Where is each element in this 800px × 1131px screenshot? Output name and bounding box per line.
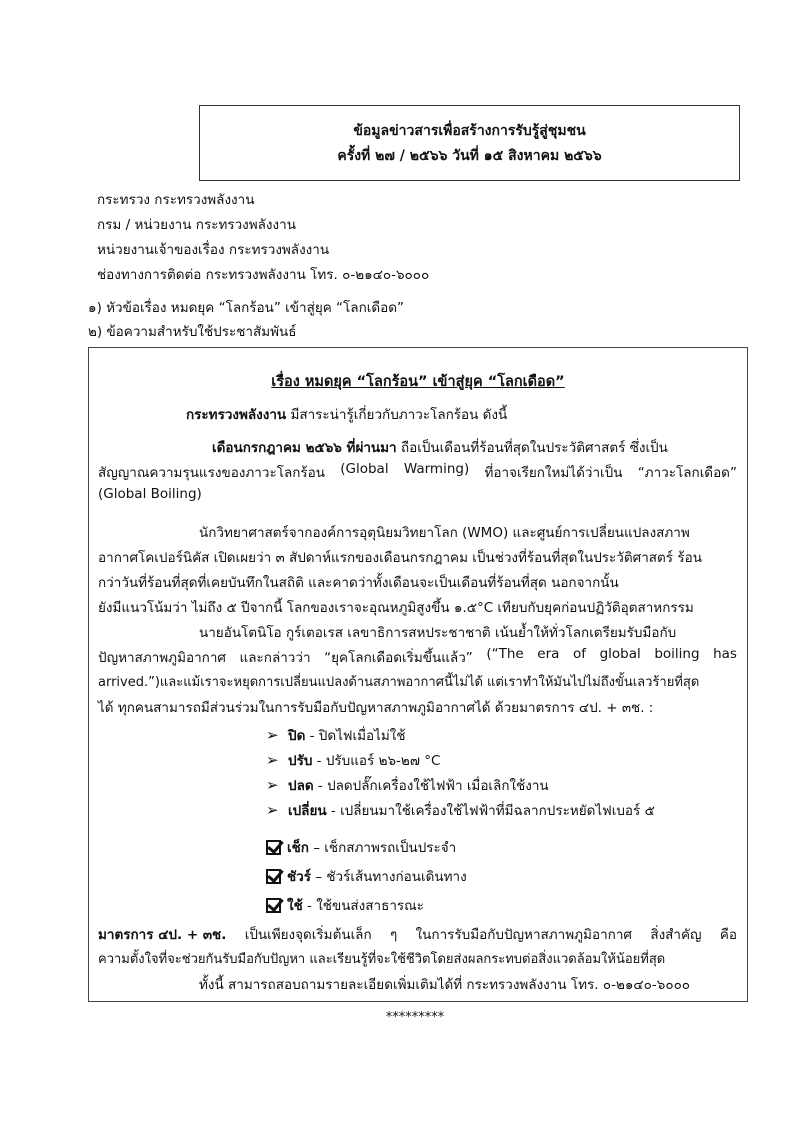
measure-p-item: ➢ เปลี่ยน - เปลี่ยนมาใช้เครื่องใช้ไฟฟ้าที่มีฉลากประหยัดไฟเบอร์ ๕ xyxy=(266,801,655,819)
p3-line4: ได้ ทุกคนสามารถมีส่วนร่วมในการรับมือกับปัญหาสภาพภูมิอากาศได้ ด้วยมาตรการ ๔ป. + ๓ช. : xyxy=(98,700,654,716)
p1-line2: สัญญาณความรุนแรงของภาวะโลกร้อน (Global Warming) ที่อาจเรียกใหม่ได้ว่าเป็น “ภาวะโลกเดือด” xyxy=(98,461,737,481)
p2-line4: ยังมีแนวโน้มว่า ไม่ถึง ๕ ปีจากนี้ โลกของเราจะอุณหภูมิสูงขึ้น ๑.๕°C เทียบกับยุคก่อนปฏิวัติอุตสาหกรรม xyxy=(98,600,694,616)
article-box xyxy=(88,347,748,1002)
measure-p-item: ➢ ปิด - ปิดไฟเมื่อไม่ใช้ xyxy=(266,726,406,744)
document-header-box xyxy=(199,105,740,181)
measure-p-item: ➢ ปลด - ปลดปลั๊กเครื่องใช้ไฟฟ้า เมื่อเลิกใช้งาน xyxy=(266,776,549,794)
meta-department: กรม / หน่วยงาน กระทรวงพลังงาน xyxy=(97,217,296,233)
measure-ch-item: ใช้ - ใช้ขนส่งสาธารณะ xyxy=(266,894,424,916)
arrow-bullet-icon: ➢ xyxy=(266,776,279,794)
article-intro xyxy=(186,403,507,425)
meta-topic: ๑) หัวข้อเรื่อง หมดยุค “โลกร้อน” เข้าสู่ยุค “โลกเดือด” xyxy=(88,300,404,316)
meta-pr: ๒) ข้อความสำหรับใช้ประชาสัมพันธ์ xyxy=(88,324,297,340)
conclusion-line2: ความตั้งใจที่จะช่วยกันรับมือกับปัญหา และเรียนรู้ที่จะใช้ชีวิตโดยส่งผลกระทบต่อสิ่งแวดล้อมให้น้อยที่สุด xyxy=(98,952,666,967)
measure-ch-item: ชัวร์ – ชัวร์เส้นทางก่อนเดินทาง xyxy=(266,865,467,887)
p3-line3: arrived.”)และแม้เราจะหยุดการเปลี่ยนแปลงด้านสภาพอากาศนี้ไม่ได้ แต่เราทำให้มันไปไม่ถึงขั้นเลวร้ายที่สุด xyxy=(98,675,700,690)
conclusion-line1: มาตรการ ๔ป. + ๓ช. เป็นเพียงจุดเริ่มต้นเล็ก ๆ ในการรับมือกับปัญหาสภาพภูมิอากาศ สิ่งสำคัญ คือ xyxy=(98,927,737,943)
p1-lead: เดือนกรกฎาคม ๒๕๖๖ ที่ผ่านมา xyxy=(212,440,397,456)
arrow-bullet-icon: ➢ xyxy=(266,751,279,769)
end-marker: ********* xyxy=(385,1010,445,1025)
p3-line1: นายอันโตนิโอ กูร์เตอเรส เลขาธิการสหประชาชาติ เน้นย้ำให้ทั่วโลกเตรียมรับมือกับ xyxy=(199,625,677,641)
intro-rest: มีสาระน่ารู้เกี่ยวกับภาวะโลกร้อน ดังนี้ xyxy=(286,407,508,423)
header-title: ข้อมูลข่าวสารเพื่อสร้างการรับรู้สู่ชุมชน xyxy=(353,123,586,139)
p1-line3: (Global Boiling) xyxy=(98,486,202,502)
checkbox-icon xyxy=(266,898,281,913)
meta-ministry: กระทรวง กระทรวงพลังงาน xyxy=(97,192,255,208)
meta-owner: หน่วยงานเจ้าของเรื่อง กระทรวงพลังงาน xyxy=(97,242,330,258)
measure-p-item: ➢ ปรับ - ปรับแอร์ ๒๖-๒๗ °C xyxy=(266,751,441,769)
p2-line2: อากาศโคเปอร์นิคัส เปิดเผยว่า ๓ สัปดาห์แรกของเดือนกรกฎาคม เป็นช่วงที่ร้อนที่สุดในประวัติศาสตร์ ร้อน xyxy=(98,550,702,566)
meta-contact: ช่องทางการติดต่อ กระทรวงพลังงาน โทร. ๐-๒๑๔๐-๖๐๐๐ xyxy=(97,267,430,283)
checkbox-icon xyxy=(266,840,281,855)
intro-ministry: กระทรวงพลังงาน xyxy=(186,407,287,423)
header-issue: ครั้งที่ ๒๗ / ๒๕๖๖ วันที่ ๑๕ สิงหาคม ๒๕๖๖ xyxy=(337,148,602,164)
p2-line1: นักวิทยาศาสตร์จากองค์การอุตุนิยมวิทยาโลก (WMO) และศูนย์การเปลี่ยนแปลงสภาพ xyxy=(199,525,690,541)
checkbox-icon xyxy=(266,869,281,884)
measure-ch-item: เช็ก – เช็กสภาพรถเป็นประจำ xyxy=(266,836,456,858)
p2-line3: กว่าวันที่ร้อนที่สุดที่เคยบันทึกในสถิติ และคาดว่าทั้งเดือนจะเป็นเดือนที่ร้อนที่สุด นอกจากนั้น xyxy=(98,575,619,591)
arrow-bullet-icon: ➢ xyxy=(266,726,279,744)
p1-line1: เดือนกรกฎาคม ๒๕๖๖ ที่ผ่านมา ถือเป็นเดือนที่ร้อนที่สุดในประวัติศาสตร์ ซึ่งเป็น xyxy=(212,440,668,456)
article-title: เรื่อง หมดยุค “โลกร้อน” เข้าสู่ยุค “โลกเดือด” xyxy=(271,374,565,390)
p3-line2: ปัญหาสภาพภูมิอากาศ และกล่าวว่า “ยุคโลกเดือดเริ่มขึ้นแล้ว” (“The era of global boiling has xyxy=(98,646,737,666)
conclusion-contact: ทั้งนี้ สามารถสอบถามรายละเอียดเพิ่มเติมได้ที่ กระทรวงพลังงาน โทร. ๐-๒๑๔๐-๖๐๐๐ xyxy=(199,977,691,993)
arrow-bullet-icon: ➢ xyxy=(266,801,279,819)
